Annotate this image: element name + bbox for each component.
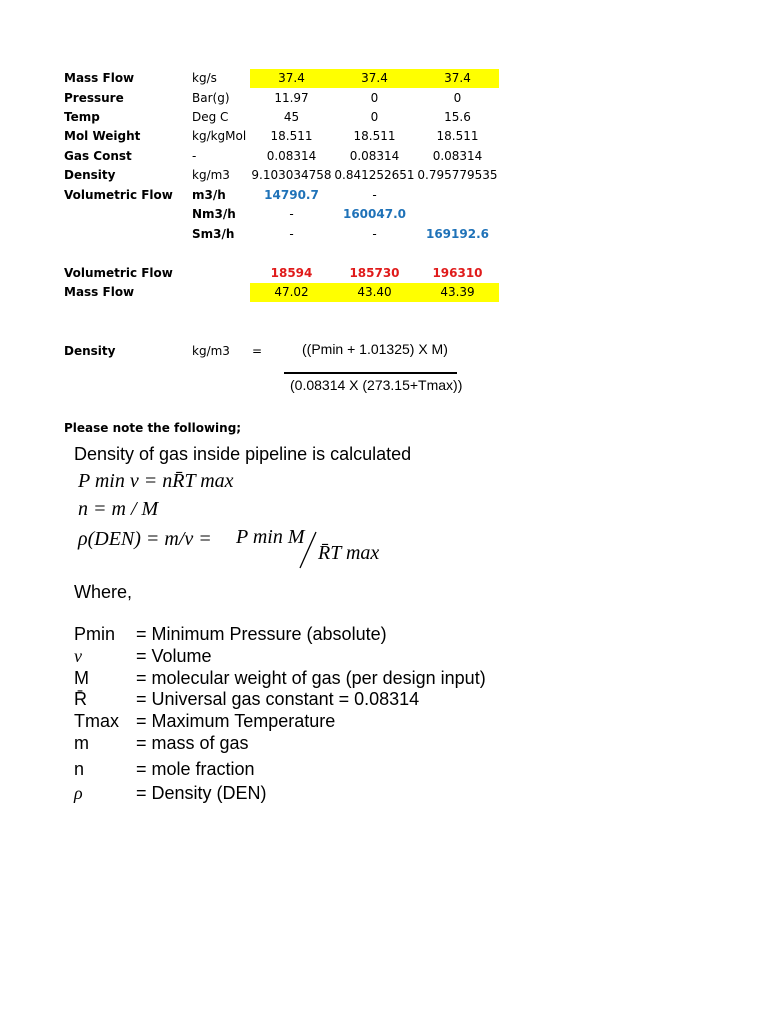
definition-symbol: M: [74, 668, 89, 688]
cell-value: 37.4: [444, 71, 471, 85]
definition-symbol: Tmax: [74, 711, 119, 731]
cell-value: 37.4: [361, 71, 388, 85]
cell-value: 0: [370, 110, 379, 124]
cell-value: 11.97: [274, 91, 309, 105]
equation-density-left: ρ(DEN) = m/v =: [78, 528, 212, 550]
row-unit: kg/kgMol: [192, 129, 247, 143]
definition-text: = Minimum Pressure (absolute): [136, 624, 387, 644]
cell-value: 18.511: [436, 129, 479, 143]
equation-ideal-gas: P min v = nR̄T max: [78, 470, 234, 492]
cell-value: 37.4: [278, 71, 305, 85]
row-label: Volumetric Flow: [64, 188, 173, 202]
explanation-heading: Density of gas inside pipeline is calculated: [74, 444, 412, 464]
summary-value: 18594: [270, 266, 313, 280]
cell-value: 0.841252651: [334, 168, 415, 182]
row-unit: m3/h: [192, 188, 226, 202]
summary-value: 43.40: [357, 285, 392, 299]
cell-value: 18.511: [353, 129, 396, 143]
cell-value: 160047.0: [342, 207, 406, 221]
row-label: Density: [64, 168, 116, 182]
cell-value: -: [289, 207, 294, 221]
formula-image: [74, 444, 514, 814]
cell-value: 15.6: [444, 110, 471, 124]
cell-value: 0: [370, 91, 379, 105]
equation-density: [78, 526, 408, 574]
cell-value: [416, 186, 499, 205]
cell-value: 9.103034758: [251, 168, 332, 182]
definition-text: = Universal gas constant = 0.08314: [136, 689, 420, 709]
definition-text: = Maximum Temperature: [136, 711, 336, 731]
definition-text: = Volume: [136, 646, 212, 666]
cell-value: 18.511: [270, 129, 313, 143]
summary-value: 43.39: [440, 285, 475, 299]
definition-text: = mass of gas: [136, 733, 249, 753]
row-label: Temp: [64, 110, 100, 124]
cell-value: -: [372, 227, 377, 241]
definition-symbol: n: [74, 759, 85, 779]
summary-label: Mass Flow: [64, 285, 135, 299]
row-unit: -: [192, 149, 197, 163]
slash-divider: [296, 528, 320, 572]
cell-value: 0.795779535: [417, 168, 498, 182]
note-heading: Please note the following;: [64, 421, 242, 435]
cell-value: 0: [453, 91, 462, 105]
cell-value: 14790.7: [264, 188, 319, 202]
row-unit: Sm3/h: [192, 227, 235, 241]
fraction-line: [284, 372, 457, 374]
row-unit: Deg C: [192, 110, 229, 124]
definition-symbol: m: [74, 733, 89, 753]
equation-moles: n = m / M: [78, 498, 159, 520]
summary-value: 196310: [432, 266, 483, 280]
formula-numerator: ((Pmin + 1.01325) X M): [302, 341, 448, 357]
definition-symbol: ρ: [74, 783, 83, 803]
cell-value: 0.08314: [432, 149, 483, 163]
row-label: Mol Weight: [64, 129, 141, 143]
cell-value: 45: [283, 110, 300, 124]
cell-value: 0.08314: [266, 149, 317, 163]
definition-symbol: R̄: [74, 689, 87, 709]
equation-density-num: P min M: [236, 526, 305, 548]
equation-density-den: R̄T max: [318, 542, 380, 564]
definition-text: = mole fraction: [136, 759, 255, 779]
formula-label: Density: [64, 344, 116, 358]
row-label: Gas Const: [64, 149, 132, 163]
formula-unit: kg/m3: [192, 344, 230, 358]
definition-symbol: Pmin: [74, 624, 116, 644]
summary-value: 185730: [349, 266, 400, 280]
cell-value: 169192.6: [425, 227, 489, 241]
row-unit: Bar(g): [192, 91, 230, 105]
summary-value: 47.02: [274, 285, 309, 299]
cell-value: -: [289, 227, 294, 241]
row-label: Pressure: [64, 91, 124, 105]
formula-equals: =: [252, 344, 263, 358]
row-unit: kg/s: [192, 71, 217, 85]
definition-text: = Density (DEN): [136, 783, 267, 803]
row-unit: Nm3/h: [192, 207, 236, 221]
row-label: Mass Flow: [64, 71, 135, 85]
cell-value: -: [372, 188, 377, 202]
definition-symbol: v: [74, 646, 82, 666]
row-unit: kg/m3: [192, 168, 230, 182]
spreadsheet: [0, 0, 768, 400]
cell-value: [416, 205, 499, 224]
summary-label: Volumetric Flow: [64, 266, 173, 280]
definition-text: = molecular weight of gas (per design input): [136, 668, 486, 688]
where-label: Where,: [74, 582, 133, 602]
cell-value: 0.08314: [349, 149, 400, 163]
formula-denominator: (0.08314 X (273.15+Tmax)): [290, 377, 463, 393]
